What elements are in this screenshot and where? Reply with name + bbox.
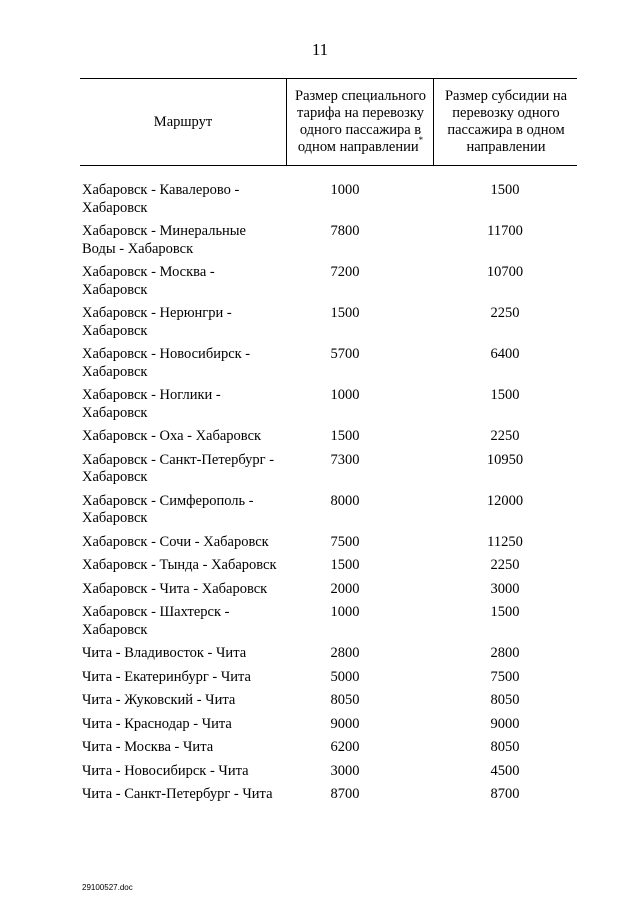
table-header [80,78,577,166]
tariff-cell: 7500 [330,533,360,550]
tariff-cell: 2800 [330,645,360,661]
subsidy-cell: 8700 [490,786,520,802]
header-tariff [286,79,434,165]
table-row [82,493,582,528]
route-cell: Хабаровск - Новосибирск - Хабаровск [82,346,251,380]
table-row [82,428,582,446]
route-cell: Хабаровск - Кавалерово - Хабаровск [82,182,240,216]
header-route-label: Маршрут [153,113,213,130]
route-cell: Чита - Новосибирск - Чита [82,762,249,779]
route-cell: Чита - Краснодар - Чита [82,715,232,732]
route-cell: Чита - Жуковский - Чита [82,692,236,708]
subsidy-cell: 2800 [490,645,520,661]
tariff-cell: 2000 [330,580,360,597]
route-cell: Чита - Москва - Чита [82,739,214,755]
tariff-cell: 8050 [330,692,360,708]
table-row [82,692,582,710]
table-row [82,557,582,575]
subsidy-cell: 3000 [490,580,520,597]
tariff-cell: 1000 [330,604,360,620]
tariff-cell: 7200 [330,264,360,280]
table-row [82,716,582,734]
subsidy-cell: 1500 [490,182,520,198]
tariff-cell: 7300 [330,451,360,468]
subsidy-cell: 10700 [486,264,524,280]
header-subsidy-label: Размер субсидии на перевозку одного пассажира в одном направлении [444,88,568,155]
route-cell: Хабаровск - Симферополь - Хабаровск [82,492,254,526]
tariff-cell: 1500 [330,428,360,444]
table-row [82,182,582,217]
tariff-cell: 8000 [330,492,360,509]
table-row [82,346,582,381]
subsidy-cell: 2250 [490,557,520,573]
tariff-cell: 1000 [330,387,360,403]
tariff-cell: 3000 [330,762,360,779]
table-row [82,452,582,487]
footnote-mark: * [418,135,424,146]
header-route [80,79,286,165]
route-cell: Хабаровск - Оха - Хабаровск [82,428,262,444]
subsidy-cell: 7500 [490,668,520,685]
tariff-cell: 1500 [330,557,360,573]
tariff-cell: 7800 [330,223,360,239]
header-subsidy [433,79,578,165]
route-cell: Хабаровск - Тында - Хабаровск [82,557,277,573]
subsidy-cell: 11250 [487,533,523,550]
tariff-cell: 6200 [330,739,360,755]
table-row [82,223,582,258]
header-tariff-label [287,88,434,156]
route-cell: Хабаровск - Санкт-Петербург - Хабаровск [82,451,275,485]
route-cell: Хабаровск - Нерюнгри - Хабаровск [82,305,232,339]
header-tariff-text: Размер специального тарифа на перевозку одного пассажира в одном направлении [295,88,426,155]
table-row [82,534,582,552]
subsidy-cell: 1500 [490,604,520,620]
table-row [82,645,582,663]
subsidy-cell: 11700 [487,223,523,239]
tariff-cell: 9000 [330,715,360,732]
route-cell: Чита - Санкт-Петербург - Чита [82,786,273,802]
table-body [82,182,582,810]
route-cell: Хабаровск - Минеральные Воды - Хабаровск [82,223,246,257]
table-row [82,305,582,340]
route-cell: Хабаровск - Ноглики - Хабаровск [82,387,221,421]
route-cell: Хабаровск - Сочи - Хабаровск [82,533,269,550]
route-cell: Хабаровск - Чита - Хабаровск [82,580,268,597]
tariff-cell: 1000 [330,182,360,198]
route-cell: Хабаровск - Шахтерск - Хабаровск [82,604,230,638]
table-row [82,604,582,639]
route-cell: Чита - Владивосток - Чита [82,645,247,661]
table-row [82,387,582,422]
subsidy-cell: 12000 [486,492,524,509]
subsidy-cell: 1500 [490,387,520,403]
subsidy-cell: 10950 [486,451,524,468]
tariff-cell: 8700 [330,786,360,802]
table-row [82,264,582,299]
table-row [82,669,582,687]
tariff-cell: 1500 [330,305,360,321]
document-filename: 29100527.doc [82,883,133,892]
table-row [82,739,582,757]
table-row [82,763,582,781]
subsidy-cell: 2250 [490,305,520,321]
route-cell: Чита - Екатеринбург - Чита [82,668,251,685]
subsidy-cell: 4500 [490,762,520,779]
subsidy-cell: 8050 [490,739,520,755]
route-cell: Хабаровск - Москва - Хабаровск [82,264,215,298]
table-row [82,786,582,804]
subsidy-cell: 6400 [490,346,520,362]
tariff-cell: 5000 [330,668,360,685]
subsidy-cell: 8050 [490,692,520,708]
page-number: 11 [311,40,329,59]
table-row [82,581,582,599]
tariff-cell: 5700 [330,346,360,362]
subsidy-cell: 9000 [490,715,520,732]
subsidy-cell: 2250 [490,428,520,444]
